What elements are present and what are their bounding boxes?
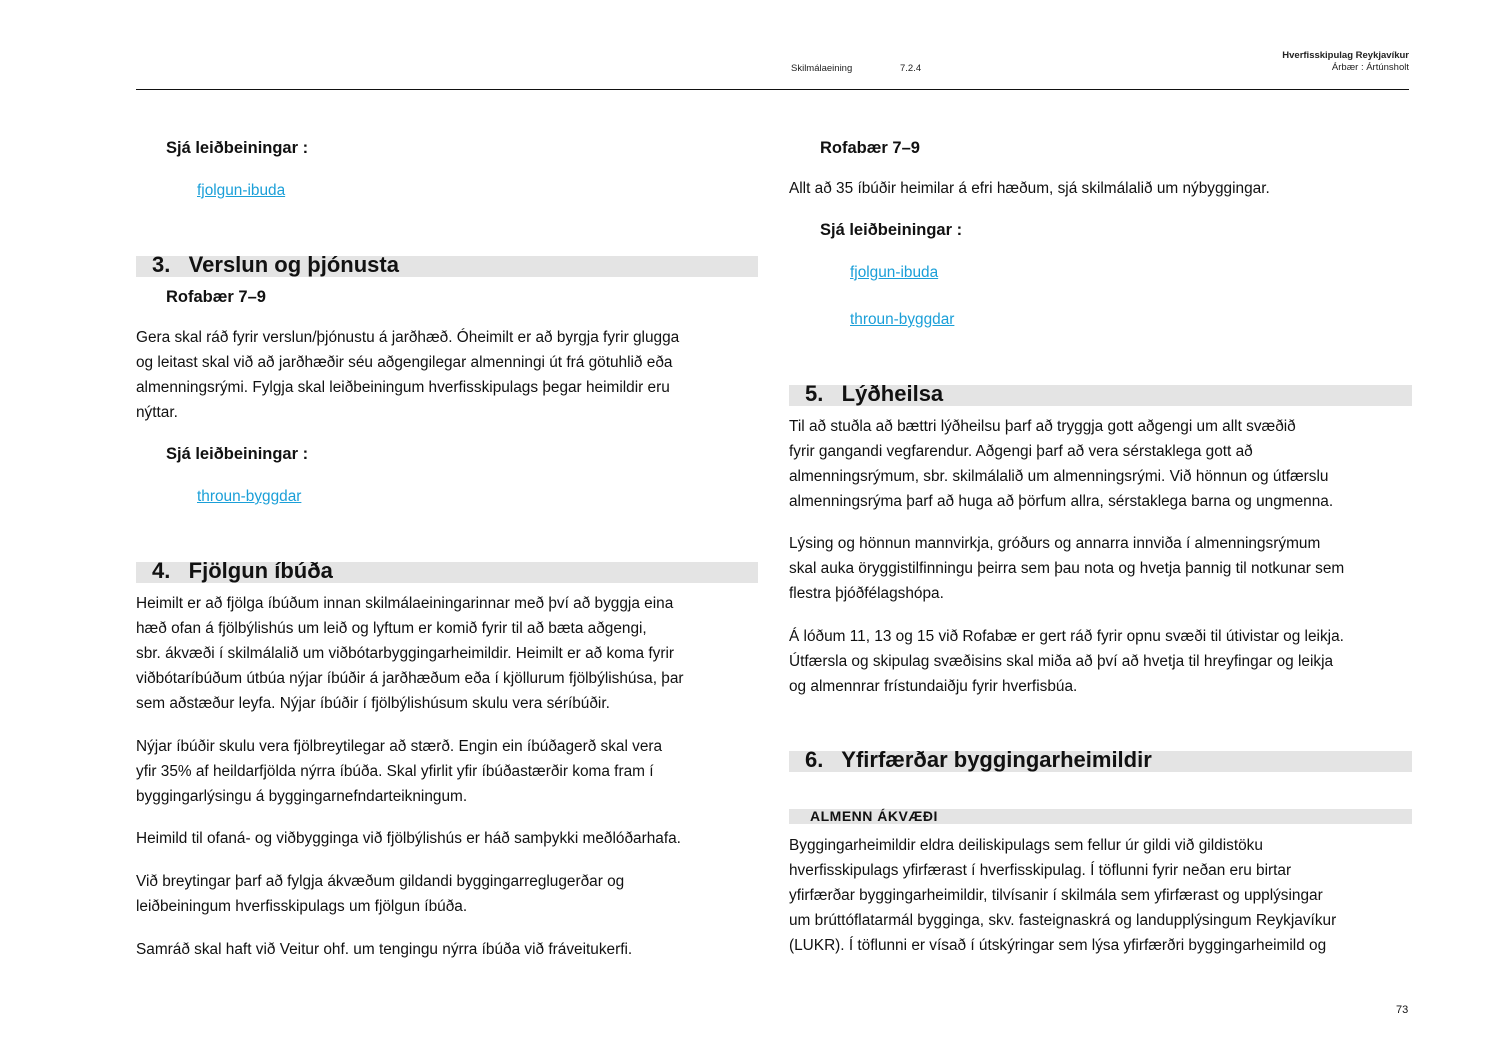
heading-yfirfaerdar-byggingarheimildir: 6. Yfirfærðar byggingarheimildir: [805, 747, 1152, 772]
text-line: fyrir gangandi vegfarendur. Aðgengi þarf að vera sérstaklega gott að: [789, 443, 1253, 460]
text-line: og leitast skal við að jarðhæðir séu aðgengilegar almenningi út frá götuhlið eða: [136, 354, 673, 371]
paragraph: [136, 734, 662, 809]
text-line: Heimilt er að fjölga íbúðum innan skilmálaeiningarinnar með því að byggja eina: [136, 595, 674, 612]
paragraph: [789, 414, 1333, 514]
text-line: almenningsrýmum, sbr. skilmálalið um almenningsrými. Við hönnun og útfærslu: [789, 468, 1329, 485]
header-section-label: Skilmálaeining: [791, 63, 853, 74]
see-guides-label: Sjá leiðbeiningar :: [166, 445, 309, 463]
see-guides-label: Sjá leiðbeiningar :: [820, 221, 963, 239]
text-line: almenningsrýma þarf að huga að þörfum allra, sérstaklega barna og ungmenna.: [789, 493, 1334, 510]
header-divider: [136, 89, 1409, 90]
text-line: skal auka öryggistilfinningu þeirra sem þau nota og hvetja þannig til notkunar sem: [789, 560, 1345, 577]
text-line: Útfærsla og skipulag svæðisins skal miða að því að hvetja til hreyfingar og leikja: [789, 653, 1334, 670]
text-line: Við breytingar þarf að fylgja ákvæðum gildandi byggingarreglugerðar og: [136, 873, 625, 890]
text-line: flestra þjóðfélagshópa.: [789, 585, 944, 602]
paragraph: [136, 325, 679, 425]
paragraph: [789, 176, 1270, 201]
subheading-rofabaer: Rofabær 7–9: [166, 288, 266, 306]
text-line: Til að stuðla að bættri lýðheilsu þarf að tryggja gott aðgengi um allt svæðið: [789, 418, 1296, 435]
text-line: Allt að 35 íbúðir heimilar á efri hæðum, sjá skilmálalið um nýbyggingar.: [789, 180, 1270, 197]
subheading-almenn-akvaedi: ALMENN ÁKVÆÐI: [810, 808, 938, 824]
text-line: Samráð skal haft við Veitur ohf. um tengingu nýrra íbúða við fráveitukerfi.: [136, 941, 633, 958]
text-line: Lýsing og hönnun mannvirkja, gróðurs og annarra innviða í almenningsrýmum: [789, 535, 1321, 552]
text-line: um brúttóflatarmál bygginga, skv. fasteignaskrá og landupplýsingum Reykjavíkur: [789, 912, 1337, 929]
link-fjolgun-ibuda[interactable]: fjolgun-ibuda: [197, 182, 286, 199]
text-line: nýttar.: [136, 404, 178, 421]
text-line: Gera skal ráð fyrir verslun/þjónustu á jarðhæð. Óheimilt er að byrgja fyrir glugga: [136, 329, 680, 346]
link-throun-byggdar[interactable]: throun-byggdar: [197, 488, 302, 505]
text-line: Heimild til ofaná- og viðbygginga við fjölbýlishús er háð samþykki meðlóðarhafa.: [136, 830, 681, 847]
link-throun-byggdar[interactable]: throun-byggdar: [850, 311, 955, 328]
paragraph: [789, 531, 1344, 606]
text-line: (LUKR). Í töflunni er vísað í útskýringar sem lýsa yfirfærðri byggingarheimild og: [789, 937, 1327, 954]
heading-lydheilsa: 5. Lýðheilsa: [805, 381, 944, 406]
text-line: sbr. ákvæði í skilmálalið um viðbótarbyggingarheimildir. Heimilt er að koma fyrir: [136, 645, 675, 662]
text-line: Á lóðum 11, 13 og 15 við Rofabæ er gert ráð fyrir opnu svæði til útivistar og leikja.: [789, 628, 1344, 645]
paragraph: [789, 833, 1336, 958]
header-section-number: 7.2.4: [900, 63, 922, 74]
text-line: sem aðstæður leyfa. Nýjar íbúðir í fjölbýlishúsum skulu vera séríbúðir.: [136, 695, 610, 712]
page-number: 73: [1396, 1004, 1409, 1016]
text-line: hæð ofan á fjölbýlishús um leið og lyftum er komið fyrir til að bæta aðgengi,: [136, 620, 647, 637]
text-line: og almennrar frístundaiðju fyrir hverfisbúa.: [789, 678, 1078, 695]
paragraph: [136, 591, 684, 716]
heading-verslun-og-thjonusta: 3. Verslun og þjónusta: [152, 252, 399, 277]
text-line: Byggingarheimildir eldra deiliskipulags sem fellur úr gildi við gildistöku: [789, 837, 1263, 854]
header-subtitle: Árbær : Ártúnsholt: [1331, 62, 1409, 73]
text-line: byggingarlýsingu á byggingarnefndarteikningum.: [136, 788, 468, 805]
paragraph: [789, 624, 1344, 699]
heading-fjolgun-ibuda: 4. Fjölgun íbúða: [152, 558, 333, 583]
text-line: hverfisskipulags yfirfærast í hverfisskipulag. Í töflunni fyrir neðan eru birtar: [789, 862, 1292, 879]
link-fjolgun-ibuda[interactable]: fjolgun-ibuda: [850, 264, 939, 281]
text-line: Nýjar íbúðir skulu vera fjölbreytilegar að stærð. Engin ein íbúðagerð skal vera: [136, 738, 663, 755]
paragraph: [136, 937, 632, 962]
paragraph: [136, 826, 681, 851]
subheading-rofabaer: Rofabær 7–9: [820, 139, 920, 157]
text-line: viðbótaríbúðum útbúa nýjar íbúðir á jarðhæðum eða í kjöllurum fjölbýlishúsa, þar: [136, 670, 684, 687]
paragraph: [136, 869, 624, 919]
see-guides-label: Sjá leiðbeiningar :: [166, 139, 309, 157]
text-line: almenningsrými. Fylgja skal leiðbeiningum hverfisskipulags þegar heimildir eru: [136, 379, 670, 396]
text-line: yfirfærðar byggingarheimildir, tilvísanir í skilmála sem yfirfærast og upplýsingar: [789, 887, 1323, 904]
text-line: yfir 35% af heildarfjölda nýrra íbúða. Skal yfirlit yfir íbúðastærðir koma fram í: [136, 763, 654, 780]
header-title: Hverfisskipulag Reykjavíkur: [1282, 50, 1409, 61]
text-line: leiðbeiningum hverfisskipulags um fjölgun íbúða.: [136, 898, 468, 915]
